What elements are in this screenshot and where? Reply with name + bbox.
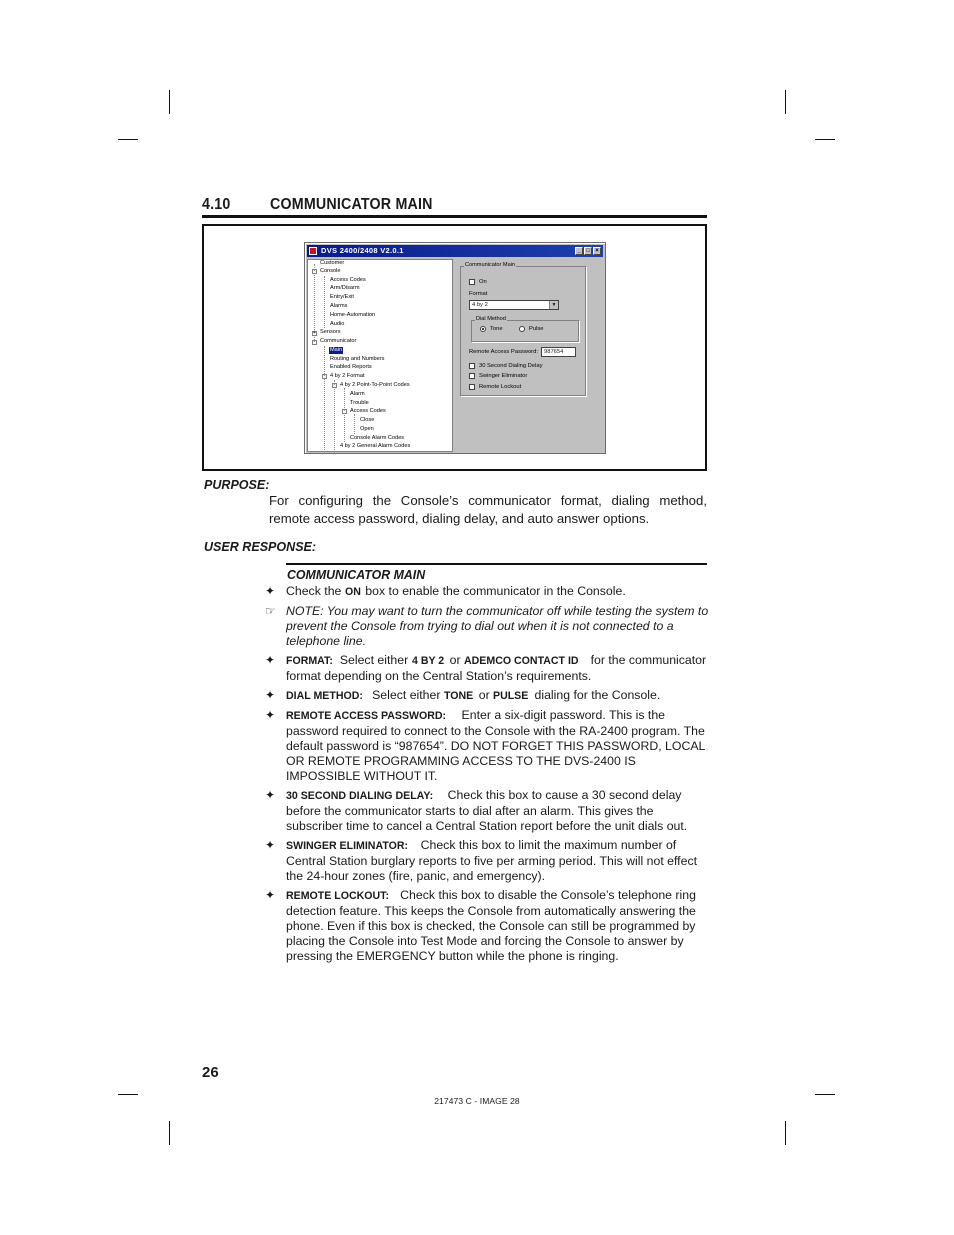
tree-item-customer[interactable]: Customer bbox=[320, 260, 345, 266]
subheading: COMMUNICATOR MAIN bbox=[287, 567, 426, 582]
app-icon bbox=[309, 247, 317, 255]
tree-item-close[interactable]: Close bbox=[360, 417, 375, 423]
tree-line bbox=[324, 346, 325, 452]
minimize-icon[interactable]: _ bbox=[575, 247, 583, 255]
window-titlebar bbox=[307, 245, 603, 257]
crop-mark bbox=[169, 1121, 170, 1145]
on-checkbox[interactable] bbox=[469, 279, 475, 285]
keyword: DIAL METHOD: bbox=[286, 690, 363, 702]
document-id: 217473 C - IMAGE 28 bbox=[434, 1096, 520, 1106]
note-text: NOTE: You may want to turn the communicator off while testing the system to prevent the Console from trying to dial out when it is not connected to a telephone line. bbox=[286, 604, 709, 648]
tree-item-alarm[interactable]: Alarm bbox=[350, 391, 365, 397]
tree-item-entry-exit[interactable]: Entry/Exit bbox=[330, 294, 354, 300]
keyword: REMOTE ACCESS PASSWORD: bbox=[286, 710, 447, 722]
format-value: 4 by 2 bbox=[472, 302, 488, 308]
tree-item-home-automation[interactable]: Home-Automation bbox=[330, 312, 376, 318]
item-text: Select either bbox=[336, 653, 412, 667]
password-input[interactable]: 987654 bbox=[541, 347, 576, 357]
collapse-icon[interactable]: - bbox=[333, 382, 336, 388]
item-text: Enter a six-digit password. This is the password required to connect to the Console with the RA-2400 program. The default password is “987654”. DO NOT FORGET THIS PASSWORD, LOCAL OR REMOTE PROGRAMMING ACCESS TO THE DVS-2400 IS IMPOSSIBLE WITHOUT IT. bbox=[286, 708, 705, 783]
format-label: Format bbox=[469, 291, 488, 297]
tree-item-open[interactable]: Open bbox=[360, 426, 374, 432]
pulse-label: Pulse bbox=[529, 326, 544, 332]
navigation-tree bbox=[307, 259, 453, 452]
item-text: or bbox=[446, 653, 464, 667]
user-response-heading: USER RESPONSE: bbox=[204, 539, 317, 554]
list-item bbox=[265, 788, 709, 834]
tone-label: Tone bbox=[490, 326, 503, 332]
purpose-text: For configuring the Console’s communicator format, dialing method, remote access password, dialing delay, and auto answer options. bbox=[269, 493, 707, 526]
tree-item-audio[interactable]: Audio bbox=[330, 321, 345, 327]
swinger-eliminator-label: Swinger Eliminator bbox=[479, 373, 528, 379]
maximize-icon[interactable]: □ bbox=[584, 247, 592, 255]
collapse-icon[interactable]: - bbox=[343, 408, 346, 414]
tree-line bbox=[354, 414, 355, 434]
bullet-icon: ✦ bbox=[265, 788, 276, 802]
item-text: Check this box to cause a 30 second delay before the communicator starts to dial after an alarm. This gives the subscriber time to cancel a Central Station report before the unit dials out. bbox=[286, 788, 688, 833]
collapse-icon[interactable]: - bbox=[323, 373, 326, 379]
window-title: DVS 2400/2408 V2.0.1 bbox=[321, 246, 404, 255]
list-item bbox=[265, 888, 709, 964]
crop-mark bbox=[815, 1094, 835, 1095]
keyword: ON bbox=[344, 586, 361, 598]
tree-item-general-alarm-codes[interactable]: 4 by 2 General Alarm Codes bbox=[340, 443, 411, 449]
expand-icon[interactable]: + bbox=[313, 330, 316, 336]
section-heading bbox=[202, 196, 707, 218]
crop-mark bbox=[785, 90, 786, 114]
list-item bbox=[265, 688, 709, 704]
item-text: box to enable the communicator in the Console. bbox=[361, 584, 626, 598]
keyword: 30 SECOND DIALING DELAY: bbox=[286, 790, 434, 802]
keyword: FORMAT: bbox=[286, 655, 333, 667]
list-item bbox=[265, 584, 709, 600]
keyword: 4 BY 2 bbox=[411, 655, 444, 667]
bullet-icon: ✦ bbox=[265, 584, 276, 598]
pointing-hand-icon: ☞ bbox=[265, 604, 276, 618]
tree-item-sensors[interactable]: Sensors bbox=[320, 329, 341, 335]
password-label: Remote Access Password: bbox=[469, 349, 538, 355]
app-window bbox=[304, 242, 606, 454]
keyword: REMOTE LOCKOUT: bbox=[286, 890, 389, 902]
tree-item-arm-disarm[interactable]: Arm/Disarm bbox=[330, 285, 360, 291]
chevron-down-icon[interactable]: ▼ bbox=[549, 301, 558, 309]
on-label: On bbox=[479, 279, 487, 285]
bullet-icon: ✦ bbox=[265, 708, 276, 722]
collapse-icon[interactable]: - bbox=[313, 339, 316, 345]
tree-line bbox=[344, 388, 345, 442]
instruction-list bbox=[265, 584, 709, 968]
list-item-note bbox=[265, 604, 709, 649]
page-number: 26 bbox=[202, 1064, 219, 1081]
close-icon[interactable]: × bbox=[593, 247, 601, 255]
tree-line bbox=[324, 276, 325, 328]
bullet-icon: ✦ bbox=[265, 838, 276, 852]
item-text: Check the bbox=[286, 584, 345, 598]
dial-method-group bbox=[471, 320, 579, 342]
remote-lockout-checkbox[interactable] bbox=[469, 384, 475, 390]
tree-item-main[interactable]: Main bbox=[330, 347, 343, 353]
item-text: Check this box to disable the Console’s telephone ring detection feature. This keeps the Console from automatically answering the phone. Even if this box is checked, the Console can still be programmed by placing the Console into Test Mode and forcing the Console to answer by pressing the EMERGENCY button while the phone is ringing. bbox=[286, 888, 696, 963]
section-title: COMMUNICATOR MAIN bbox=[270, 196, 433, 213]
swinger-eliminator-checkbox[interactable] bbox=[469, 373, 475, 379]
section-number: 4.10 bbox=[202, 196, 231, 213]
crop-mark bbox=[815, 139, 835, 140]
communicator-main-panel bbox=[455, 259, 601, 450]
item-text: Check this box to limit the maximum number of Central Station burglary reports to five per arming period. This will not effect the 24-hour zones (fire, panic, and emergency). bbox=[286, 838, 698, 883]
list-item bbox=[265, 838, 709, 884]
item-text: dialing for the Console. bbox=[531, 688, 661, 702]
bullet-icon: ✦ bbox=[265, 888, 276, 902]
tree-item-point-codes[interactable]: 4 by 2 Point-To-Point Codes bbox=[340, 382, 410, 388]
tree-item-routing-numbers[interactable]: Routing and Numbers bbox=[330, 356, 385, 362]
tree-item-4by2-format[interactable]: 4 by 2 Format bbox=[330, 373, 365, 379]
crop-mark bbox=[785, 1121, 786, 1145]
tree-item-enabled-reports[interactable]: Enabled Reports bbox=[330, 364, 372, 370]
format-select[interactable] bbox=[469, 300, 559, 310]
collapse-icon[interactable]: - bbox=[313, 268, 316, 274]
keyword: PULSE bbox=[493, 690, 529, 702]
tree-item-access-codes[interactable]: Access Codes bbox=[330, 277, 366, 283]
screenshot-figure bbox=[202, 224, 707, 471]
divider bbox=[286, 563, 707, 565]
keyword: ADEMCO CONTACT ID bbox=[464, 655, 579, 667]
group-title: Communicator Main bbox=[465, 262, 516, 268]
tree-line bbox=[334, 380, 335, 452]
keyword: SWINGER ELIMINATOR: bbox=[286, 840, 409, 852]
dial-method-label: Dial Method bbox=[476, 316, 506, 322]
item-text: Select either bbox=[368, 688, 444, 702]
purpose-heading: PURPOSE: bbox=[204, 477, 270, 492]
dialing-delay-label: 30 Second Dialing Delay bbox=[479, 363, 543, 369]
item-text: for the communicator format depending on the Central Station’s requirements. bbox=[286, 653, 707, 683]
tone-radio[interactable] bbox=[480, 326, 486, 332]
keyword: TONE bbox=[443, 690, 474, 702]
list-item bbox=[265, 708, 709, 784]
crop-mark bbox=[118, 139, 138, 140]
bullet-icon: ✦ bbox=[265, 653, 276, 667]
tree-item-console-alarm-codes[interactable]: Console Alarm Codes bbox=[350, 435, 405, 441]
tree-item-alarms[interactable]: Alarms bbox=[330, 303, 348, 309]
bullet-icon: ✦ bbox=[265, 688, 276, 702]
remote-lockout-label: Remote Lockout bbox=[479, 384, 522, 390]
tree-item-access-codes-sub[interactable]: Access Codes bbox=[350, 408, 386, 414]
item-text: or bbox=[475, 688, 494, 702]
list-item bbox=[265, 653, 709, 684]
tree-item-console[interactable]: Console bbox=[320, 268, 341, 274]
tree-item-trouble[interactable]: Trouble bbox=[350, 400, 369, 406]
crop-mark bbox=[169, 90, 170, 114]
crop-mark bbox=[118, 1094, 138, 1095]
tree-item-communicator[interactable]: Communicator bbox=[320, 338, 357, 344]
dialing-delay-checkbox[interactable] bbox=[469, 363, 475, 369]
pulse-radio[interactable] bbox=[519, 326, 525, 332]
